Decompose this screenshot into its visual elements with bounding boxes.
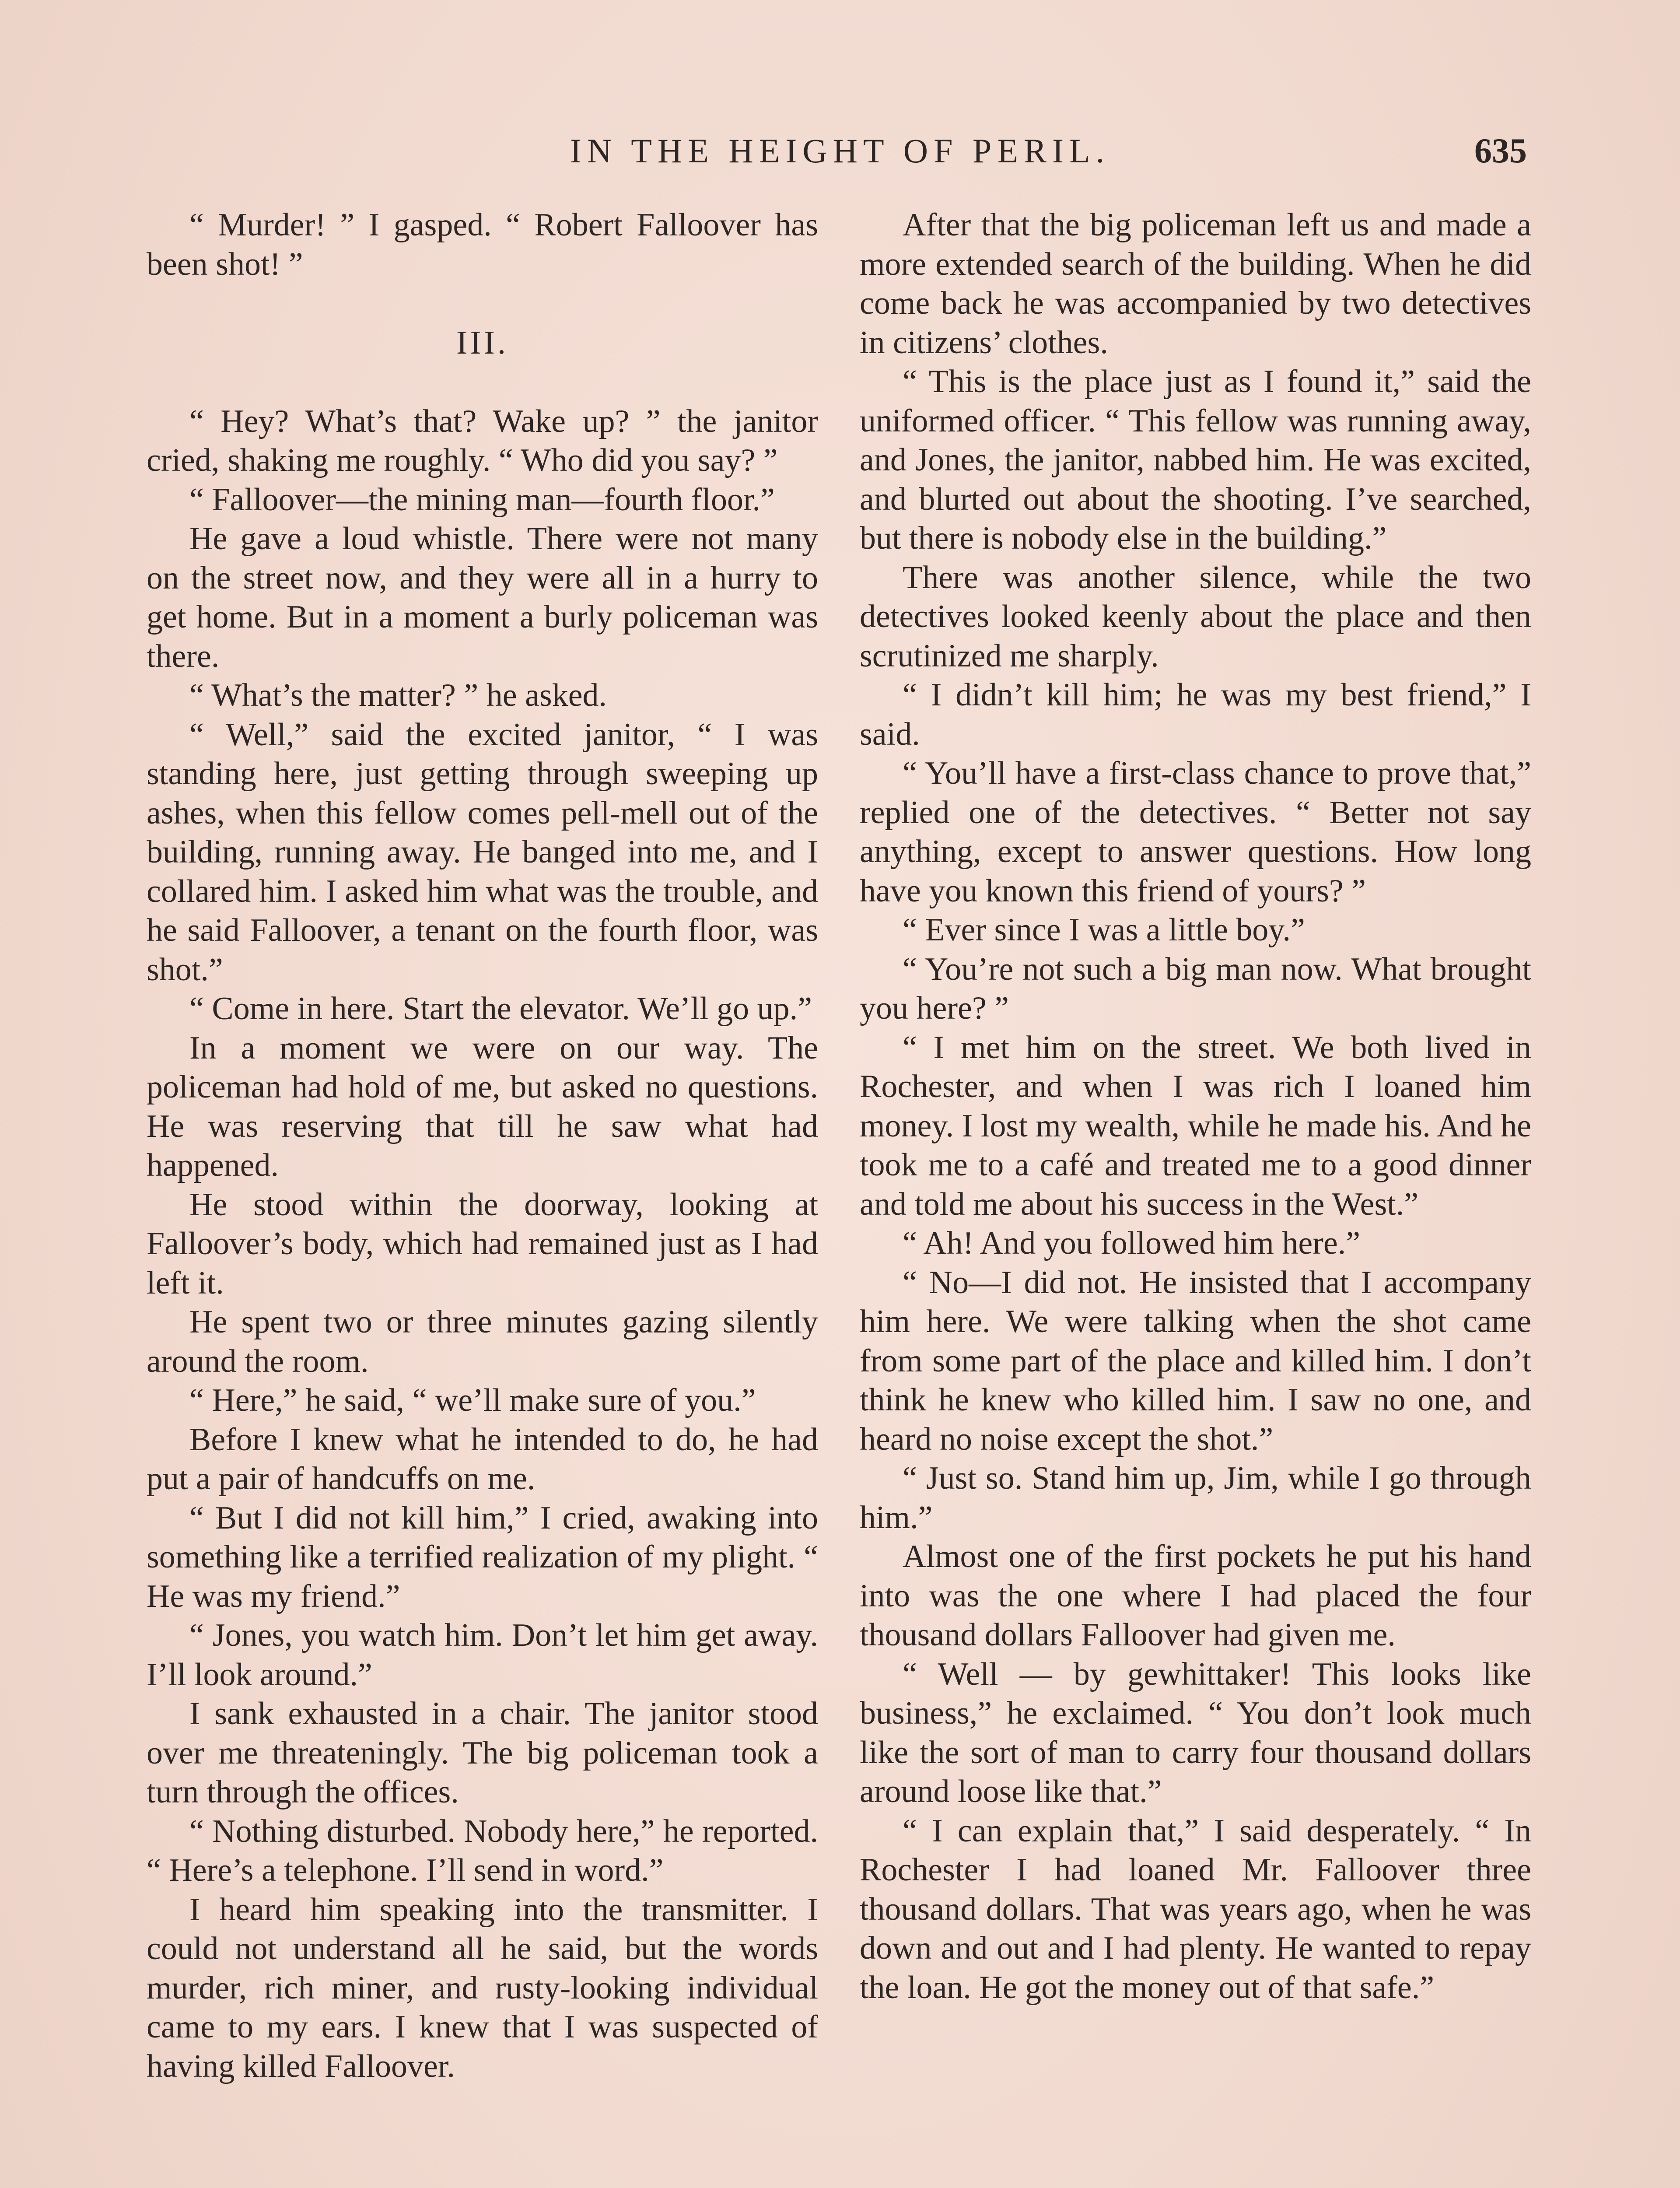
section-heading: III. xyxy=(456,324,508,361)
paragraph: “ I can explain that,” I said desperately. “ In Rochester I had loaned Mr. Falloover three thousand dollars. That was years ago, when he was down and out and I had plenty. He wanted to repay the loan. He got the money out of that safe.” xyxy=(860,1813,1531,2006)
paragraph: “ Come in here. Start the elevator. We’ll go up.” xyxy=(189,991,812,1027)
paragraph: “ But I did not kill him,” I cried, awaking into something like a terrified realization of my plight. “ He was my friend.” xyxy=(147,1500,818,1614)
paragraph: “ I didn’t kill him; he was my best friend,” I said. xyxy=(860,677,1531,752)
paragraph: “ You’ll have a first-class chance to prove that,” replied one of the detectives. “ Better not say anything, except to answer questions. How long have you known this friend of yours? ” xyxy=(860,755,1531,909)
paragraph: There was another silence, while the two detectives looked keenly about the place and then scrutinized me sharply. xyxy=(860,559,1531,674)
paragraph: Almost one of the first pockets he put his hand into was the one where I had placed the four thousand dollars Falloover had given me. xyxy=(860,1539,1531,1653)
paragraph: “ I met him on the street. We both lived in Rochester, and when I was rich I loaned him money. I lost my wealth, while he made his. And he took me to a café and treated me to a good dinner and told me about his success in the West.” xyxy=(860,1029,1531,1222)
paragraph: After that the big policeman left us and made a more extended search of the building. When he did come back he was accompanied by two detectives in citizens’ clothes. xyxy=(860,207,1531,361)
paragraph: “ Falloover—the mining man—fourth floor.” xyxy=(189,481,775,518)
paragraph: “ Murder! ” I gasped. “ Robert Falloover has been shot! ” xyxy=(147,207,818,282)
paragraph: “ What’s the matter? ” he asked. xyxy=(189,677,607,713)
page-number: 635 xyxy=(1474,132,1527,170)
right-column xyxy=(860,206,1531,2007)
left-column xyxy=(147,206,818,2086)
paragraph: Before I knew what he intended to do, he had put a pair of handcuffs on me. xyxy=(147,1421,818,1497)
paragraph: “ Well — by gewhittaker! This looks like business,” he exclaimed. “ You don’t look much like the sort of man to carry four thousand dollars around loose like that.” xyxy=(860,1656,1531,1809)
paragraph: He stood within the doorway, looking at Falloover’s body, which had remained just as I had left it. xyxy=(147,1186,818,1301)
paragraph: “ Hey? What’s that? Wake up? ” the janitor cried, shaking me roughly. “ Who did you say? ” xyxy=(147,403,818,478)
paragraph: “ Just so. Stand him up, Jim, while I go through him.” xyxy=(860,1460,1531,1536)
running-head xyxy=(144,127,1536,175)
paragraph: “ Jones, you watch him. Don’t let him get away. I’ll look around.” xyxy=(147,1617,818,1693)
paragraph: “ Here,” he said, “ we’ll make sure of you.” xyxy=(189,1382,756,1418)
paragraph: “ No—I did not. He insisted that I accompany him here. We were talking when the shot came from some part of the place and killed him. I don’t think he knew who killed him. I saw no one, and heard no noise except the shot.” xyxy=(860,1264,1531,1457)
paragraph: In a moment we were on our way. The policeman had hold of me, but asked no questions. He was reserving that till he saw what had happened. xyxy=(147,1030,818,1183)
paragraph: I heard him speaking into the transmitter. I could not understand all he said, but the words murder, rich miner, and rusty-looking individual came to my ears. I knew that I was suspected of having killed Falloover. xyxy=(147,1891,818,2084)
paragraph: I sank exhausted in a chair. The janitor stood over me threateningly. The big policeman took a turn through the offices. xyxy=(147,1696,818,1810)
paragraph: “ Ah! And you followed him here.” xyxy=(903,1225,1361,1261)
paragraph: “ Well,” said the excited janitor, “ I was standing here, just getting through sweeping up ashes, when this fellow comes pell-mell out of the building, running away. He banged into me, and I collared him. I asked him what was the trouble, and he said Falloover, a tenant on the fourth floor, was shot.” xyxy=(147,716,818,988)
paragraph: He gave a loud whistle. There were not many on the street now, and they were all in a hurry to get home. But in a moment a burly policeman was there. xyxy=(147,521,818,674)
paragraph: He spent two or three minutes gazing silently around the room. xyxy=(147,1304,818,1379)
running-title: IN THE HEIGHT OF PERIL. xyxy=(570,132,1110,170)
paragraph: “ Nothing disturbed. Nobody here,” he reported. “ Here’s a telephone. I’ll send in word.” xyxy=(147,1813,818,1888)
paragraph: “ You’re not such a big man now. What brought you here? ” xyxy=(860,951,1531,1026)
paragraph: “ This is the place just as I found it,” said the uniformed officer. “ This fellow was running away, and Jones, the janitor, nabbed him. He was excited, and blurted out about the shooting. I’ve searched, but there is nobody else in the building.” xyxy=(860,364,1531,556)
paragraph: “ Ever since I was a little boy.” xyxy=(903,912,1305,948)
